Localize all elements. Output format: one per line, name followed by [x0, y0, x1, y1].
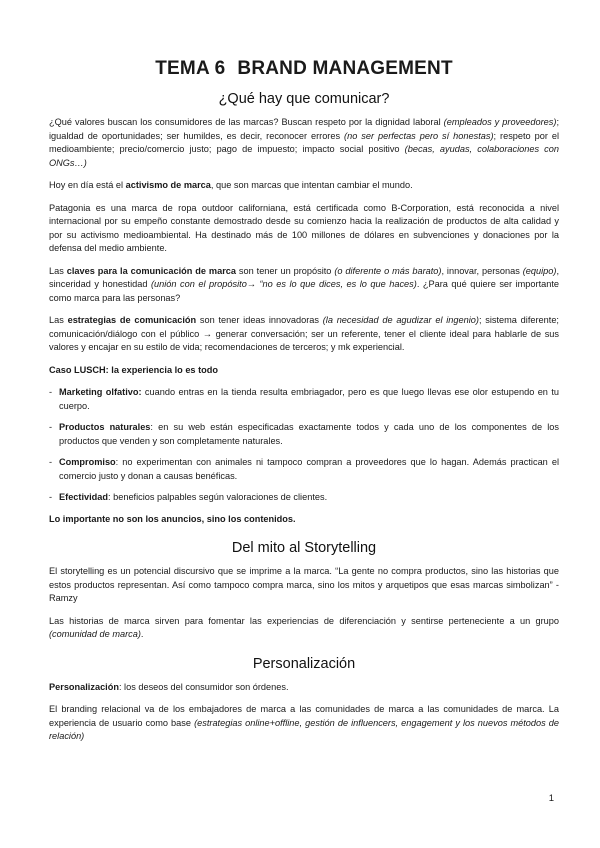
text-run: ; igualdad de oportunidades; ser humildes, es decir, reconocer errores — [49, 117, 559, 141]
text-run: ; respeto por el medioambiente; precio/comercio justo; pago de impuesto; impacto social positivo — [49, 130, 559, 154]
bold-text: Productos naturales — [59, 422, 151, 432]
bold-text: claves para la comunicación de marca — [66, 265, 237, 276]
conclusion: Lo importante no son los anuncios, sino los contenidos. — [49, 513, 296, 524]
italic-text: (unión con el propósito→ “no es lo que dices, es lo que haces) — [150, 279, 417, 289]
text-run: , sinceridad y honestidad — [49, 265, 559, 289]
bold-text: activismo de marca — [125, 180, 211, 190]
list-item — [49, 386, 559, 413]
bold-text: Marketing olfativo: — [59, 387, 142, 397]
italic-text: (equipo) — [522, 265, 557, 276]
paragraph — [49, 565, 559, 606]
list-item — [49, 456, 559, 483]
bullet-list — [49, 386, 559, 505]
text-run: Patagonia es una marca de ropa outdoor californiana, está certificada como B-Corporation, está reconocida a nivel internacional por su empeño constante demostrado desde su comienzo hacia la realización de productos de alta calidad y por su activismo medioambiental. Ha destinado más de 100 millones de dólares en subvenciones y donaciones por la defensa del medio ambiente. — [49, 202, 559, 253]
text-run: Las historias de marca sirven para fomentar las experiencias de diferenciación y sentirse perteneciente a un grupo — [49, 615, 559, 626]
italic-text: (becas, ayudas, colaboraciones con ONGs…) — [49, 144, 559, 168]
paragraph — [49, 179, 559, 193]
text-run: . ¿Para qué quiere ser importante como marca para las personas? — [49, 279, 559, 303]
text-run: Las — [49, 315, 68, 325]
bold-text: Efectividad — [59, 492, 109, 502]
text-run: Las — [49, 265, 67, 276]
paragraph — [49, 703, 559, 744]
text-run: : no experimentan con animales ni tampoco compran a proveedores que lo hagan. Además practican el comercio justo y donan a causas benéficas. — [59, 457, 559, 481]
italic-text: (la necesidad de agudizar el ingenio) — [322, 315, 479, 325]
section-heading-storytelling: Del mito al Storytelling — [231, 540, 377, 556]
text-run: : los deseos del consumidor son órdenes. — [118, 681, 289, 692]
text-run: son tener ideas innovadoras — [196, 315, 323, 325]
text-run: ¿Qué valores buscan los consumidores de las marcas? Buscan respeto por la dignidad laboral — [49, 117, 444, 127]
page-title — [49, 58, 559, 80]
page-number: 1 — [548, 793, 554, 804]
text-run: : beneficios palpables según valoraciones de clientes. — [108, 492, 328, 502]
italic-text: (comunidad de marca) — [49, 629, 141, 639]
italic-text: (estrategias online+offline, gestión de influencers, engagement y los nuevos métodos de relación) — [49, 717, 559, 741]
bold-text: estrategias de comunicación — [67, 315, 197, 325]
document-page — [49, 58, 559, 753]
list-item — [49, 491, 559, 505]
case-title: Caso LUSCH: la experiencia lo es todo — [49, 364, 218, 375]
list-item — [49, 421, 559, 448]
bold-text: Personalización — [49, 681, 119, 692]
text-run: El branding relacional va de los embajadores de marca a las comunidades de marca a las comunidades de marca. La experiencia de usuario como base — [49, 704, 559, 728]
paragraph — [49, 116, 559, 170]
text-run: Hoy en día está el — [49, 180, 126, 190]
paragraph — [49, 314, 559, 355]
text-run: cuando entras en la tienda resulta embriagador, pero es que luego llevas ese olor estupendo en tu cuerpo. — [59, 387, 559, 411]
text-run: , innovar, personas — [441, 265, 523, 276]
text-run: , que son marcas que intentan cambiar el mundo. — [210, 180, 413, 190]
text-run: son tener un propósito — [236, 265, 335, 276]
italic-text: (no ser perfectas pero sí honestas) — [344, 130, 494, 141]
text-run: . — [140, 629, 144, 639]
section-heading-comunicar: ¿Qué hay que comunicar? — [218, 91, 390, 107]
paragraph — [49, 615, 559, 642]
title-topic: TEMA 6 — [155, 58, 226, 79]
italic-text: (o diferente o más barato) — [334, 265, 442, 276]
bold-text: Compromiso — [59, 457, 116, 467]
text-run: El storytelling es un potencial discursivo que se imprime a la marca. “La gente no compra productos, sino las historias que estos productos representan. Así como tampoco compra marca, sino los mitos y arquetipos que esas marcas simbolizan” - Ramzy — [49, 566, 559, 603]
title-subject: BRAND MANAGEMENT — [237, 58, 453, 79]
section-heading-personalizacion: Personalización — [252, 655, 356, 672]
paragraph — [49, 202, 559, 256]
paragraph — [49, 681, 559, 695]
italic-text: (empleados y proveedores) — [443, 117, 557, 127]
text-run: ; sistema diferente; comunicación/diálogo con el público → generar conversación; ser un referente, tener el cliente ideal para hablarle de sus valores y encajar en su estilo de vida; recomendaciones de terceros; y mk experiencial. — [49, 315, 559, 352]
text-run: : en su web están especificadas exactamente todos y cada uno de los componentes de los productos que venden y son completamente naturales. — [59, 422, 559, 446]
paragraph — [49, 265, 559, 306]
